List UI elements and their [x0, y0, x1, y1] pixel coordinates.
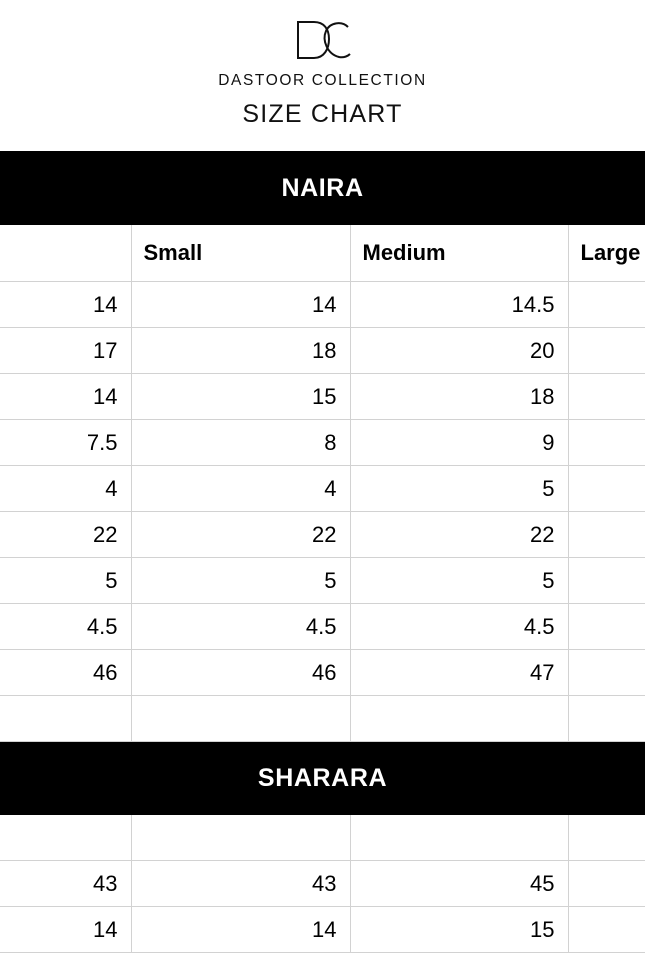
cell-medium: 18: [350, 374, 568, 420]
cell-large: [568, 374, 645, 420]
section-title: NAIRA: [0, 152, 645, 225]
cell-large: [568, 815, 645, 861]
table-row: [0, 558, 645, 604]
dc-monogram-icon: [292, 18, 354, 64]
cell-large: [568, 466, 645, 512]
cell-large: [568, 907, 645, 953]
table-row: [0, 328, 645, 374]
cell-medium: 22: [350, 512, 568, 558]
cell-large: [568, 328, 645, 374]
size-chart-table: [0, 151, 645, 953]
column-header-blank: [0, 225, 131, 282]
page-title: SIZE CHART: [242, 100, 403, 128]
cell-large: [568, 558, 645, 604]
column-header-row: [0, 225, 645, 282]
cell-small: 5: [131, 558, 350, 604]
row-label: 7.5: [0, 420, 131, 466]
table-row: [0, 466, 645, 512]
cell-small: 22: [131, 512, 350, 558]
table-row: [0, 420, 645, 466]
column-header-large: Large: [568, 225, 645, 282]
cell-medium: [350, 696, 568, 742]
section-band-naira: [0, 152, 645, 225]
cell-large: [568, 650, 645, 696]
cell-medium: 5: [350, 466, 568, 512]
cell-small: 18: [131, 328, 350, 374]
column-header-medium: Medium: [350, 225, 568, 282]
cell-small: 4.5: [131, 604, 350, 650]
cell-large: [568, 696, 645, 742]
table-row-spacer: [0, 696, 645, 742]
table-row: [0, 907, 645, 953]
section-title: SHARARA: [0, 742, 645, 815]
table-row: [0, 650, 645, 696]
row-label: 43: [0, 861, 131, 907]
cell-small: 14: [131, 907, 350, 953]
cell-small: 14: [131, 282, 350, 328]
section-band-sharara: [0, 742, 645, 815]
cell-medium: 9: [350, 420, 568, 466]
cell-medium: 14.5: [350, 282, 568, 328]
cell-large: [568, 282, 645, 328]
cell-small: 4: [131, 466, 350, 512]
row-label: 17: [0, 328, 131, 374]
cell-large: [568, 604, 645, 650]
row-label: 14: [0, 907, 131, 953]
cell-large: [568, 512, 645, 558]
cell-medium: 5: [350, 558, 568, 604]
cell-medium: [350, 815, 568, 861]
row-label: 4.5: [0, 604, 131, 650]
cell-medium: 45: [350, 861, 568, 907]
cell-large: [568, 861, 645, 907]
row-label: 46: [0, 650, 131, 696]
row-label: 5: [0, 558, 131, 604]
row-label: [0, 696, 131, 742]
cell-small: [131, 696, 350, 742]
table-row: [0, 861, 645, 907]
cell-small: 15: [131, 374, 350, 420]
table-row: [0, 604, 645, 650]
cell-medium: 15: [350, 907, 568, 953]
table-row: [0, 374, 645, 420]
column-header-small: Small: [131, 225, 350, 282]
table-row: [0, 512, 645, 558]
row-label: 14: [0, 374, 131, 420]
row-label: 14: [0, 282, 131, 328]
table-row: [0, 282, 645, 328]
row-label: 4: [0, 466, 131, 512]
cell-medium: 20: [350, 328, 568, 374]
row-label: 22: [0, 512, 131, 558]
cell-medium: 4.5: [350, 604, 568, 650]
table-row-spacer: [0, 815, 645, 861]
cell-large: [568, 420, 645, 466]
cell-small: 8: [131, 420, 350, 466]
brand-name: DASTOOR COLLECTION: [218, 72, 427, 89]
cell-small: 46: [131, 650, 350, 696]
row-label: [0, 815, 131, 861]
cell-small: 43: [131, 861, 350, 907]
cell-medium: 47: [350, 650, 568, 696]
document-header: [0, 0, 645, 129]
cell-small: [131, 815, 350, 861]
